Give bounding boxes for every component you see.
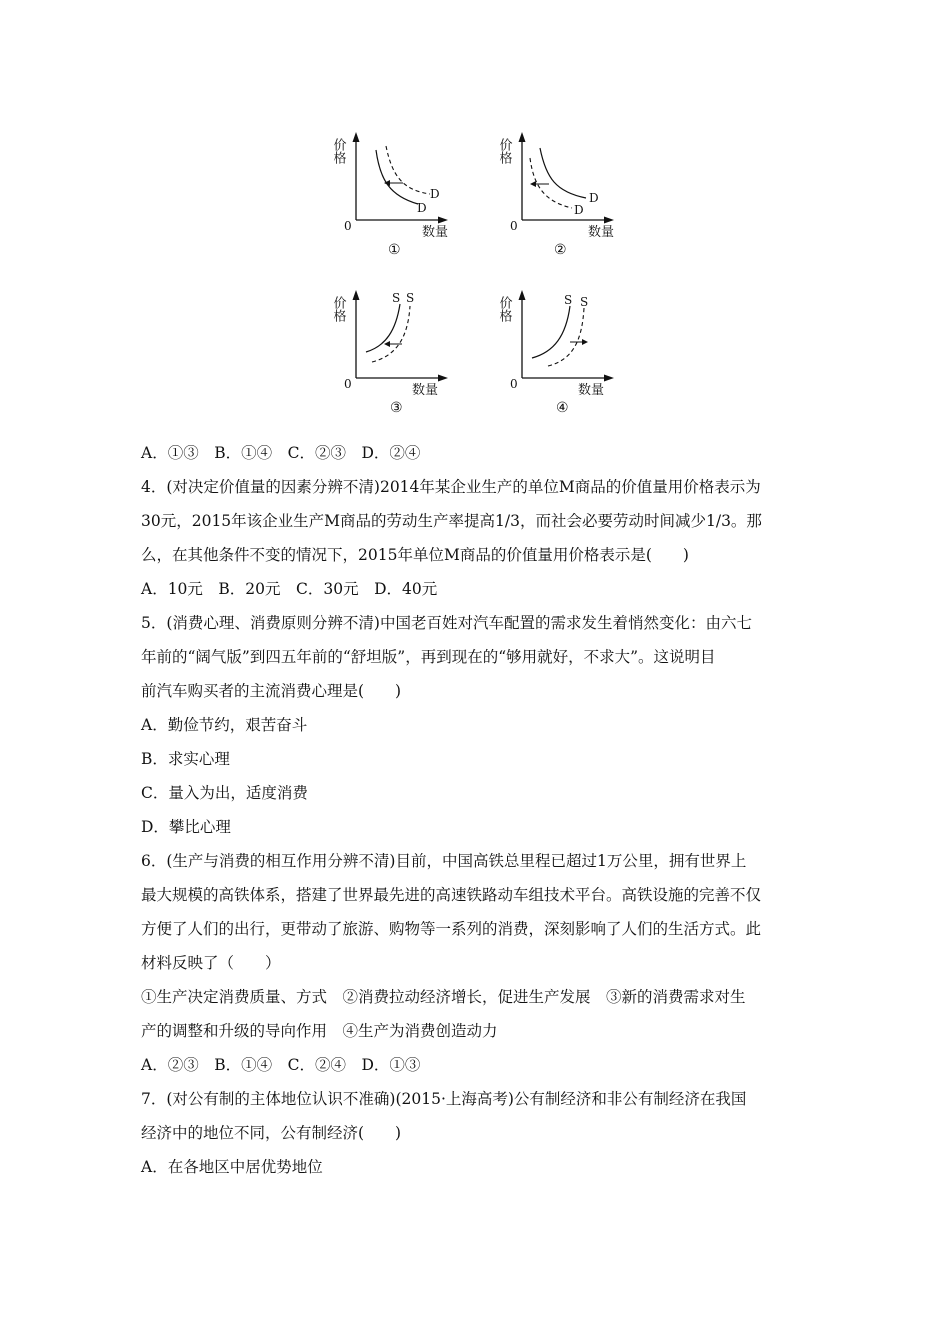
shift-arrowhead [530,181,536,187]
figure-number: ③ [390,400,403,416]
shift-arrowhead [384,341,390,347]
q5-stem-line-1: 5．(消费心理、消费原则分辨不清)中国老百姓对汽车配置的需求发生着悄然变化：由六七 [141,614,752,632]
q6-stem-line-2: 最大规模的高铁体系，搭建了世界最先进的高速铁路动车组技术平台。高铁设施的完善不仅 [141,886,762,904]
curve-label-solid: S [392,291,401,305]
solid-supply-curve [532,306,570,358]
y-axis-arrow [519,132,526,142]
q5-option-b: B．求实心理 [141,750,230,768]
price-axis-label-4: 价格 [496,296,512,322]
q4-stem-line-3: 么，在其他条件不变的情况下，2015年单位M商品的价值量用价格表示是( ) [141,546,689,564]
curve-label-dashed: D [430,187,440,201]
solid-supply-curve [366,304,400,352]
figure-number: ② [554,242,567,258]
q5-stem-line-3: 前汽车购买者的主流消费心理是( ) [141,682,402,700]
curve-label-solid: S [564,293,573,307]
origin-label: 0 [344,377,352,391]
q6-stem-line-3: 方便了人们的出行，更带动了旅游、购物等一系列的消费，深刻影响了人们的生活方式。此 [141,920,762,938]
x-axis-arrow [604,217,614,224]
q7-stem-line-2: 经济中的地位不同，公有制经济( ) [141,1124,402,1142]
q5-option-d: D．攀比心理 [141,818,231,836]
dashed-demand-curve [386,146,430,194]
dashed-supply-curve [548,308,584,366]
curve-label-solid: D [589,191,599,205]
q5-option-c: C．量入为出，适度消费 [141,784,308,802]
price-axis-label-1: 价格 [330,138,346,164]
solid-demand-curve [540,148,586,198]
x-axis-arrow [438,375,448,382]
curve-label-solid: D [417,201,427,215]
q4-stem-line-1: 4．(对决定价值量的因素分辨不清)2014年某企业生产的单位M商品的价值量用价格表示为 [141,478,761,496]
origin-label: 0 [510,219,518,233]
q6-statements-line-1: ①生产决定消费质量、方式 ②消费拉动经济增长，促进生产发展 ③新的消费需求对生 [141,988,746,1006]
quantity-axis-label: 数量 [422,225,449,240]
y-axis-arrow [519,290,526,300]
q6-stem-line-4: 材料反映了（ ） [141,954,281,972]
y-axis-arrow [353,290,360,300]
q7-stem-line-1: 7．(对公有制的主体地位认识不准确)(2015·上海高考)公有制经济和非公有制经济在我国 [141,1090,747,1108]
q6-stem-line-1: 6．(生产与消费的相互作用分辨不清)目前，中国高铁总里程已超过1万公里，拥有世界上 [141,852,747,870]
solid-demand-curve [376,150,418,204]
x-axis-arrow [604,375,614,382]
curve-label-dashed: S [580,295,589,309]
y-axis-arrow [353,132,360,142]
q6-answer-options: A．②③ B．①④ C．②④ D．①③ [141,1056,421,1074]
quantity-axis-label: 数量 [412,383,439,398]
dashed-demand-curve [530,158,572,208]
q5-stem-line-2: 年前的“阔气版”到四五年前的“舒坦版”，再到现在的“够用就好，不求大”。这说明目 [141,648,716,666]
curve-label-dashed: S [406,291,415,305]
dashed-supply-curve [372,306,410,362]
figure-4 [496,278,626,418]
figure-number: ① [388,242,401,258]
shift-arrowhead [582,339,588,345]
quantity-axis-label: 数量 [578,383,605,398]
q6-statements-line-2: 产的调整和升级的导向作用 ④生产为消费创造动力 [141,1022,498,1040]
quantity-axis-label: 数量 [588,225,615,240]
figure-1 [330,120,460,260]
figure-3 [330,278,460,418]
q4-answer-options: A．10元 B．20元 C．30元 D．40元 [141,580,438,598]
q4-stem-line-2: 30元，2015年该企业生产M商品的劳动生产率提高1/3，而社会必要劳动时间减少1/3。那 [141,512,762,530]
figure-2 [496,120,626,260]
figure-number: ④ [556,400,569,416]
origin-label: 0 [510,377,518,391]
q5-option-a: A．勤俭节约，艰苦奋斗 [141,716,308,734]
curve-label-dashed: D [574,203,584,217]
q7-option-a: A．在各地区中居优势地位 [141,1158,323,1176]
origin-label: 0 [344,219,352,233]
q3-answer-options: A．①③ B．①④ C．②③ D．②④ [141,444,421,462]
price-axis-label-2: 价格 [496,138,512,164]
x-axis-arrow [438,217,448,224]
price-axis-label-3: 价格 [330,296,346,322]
